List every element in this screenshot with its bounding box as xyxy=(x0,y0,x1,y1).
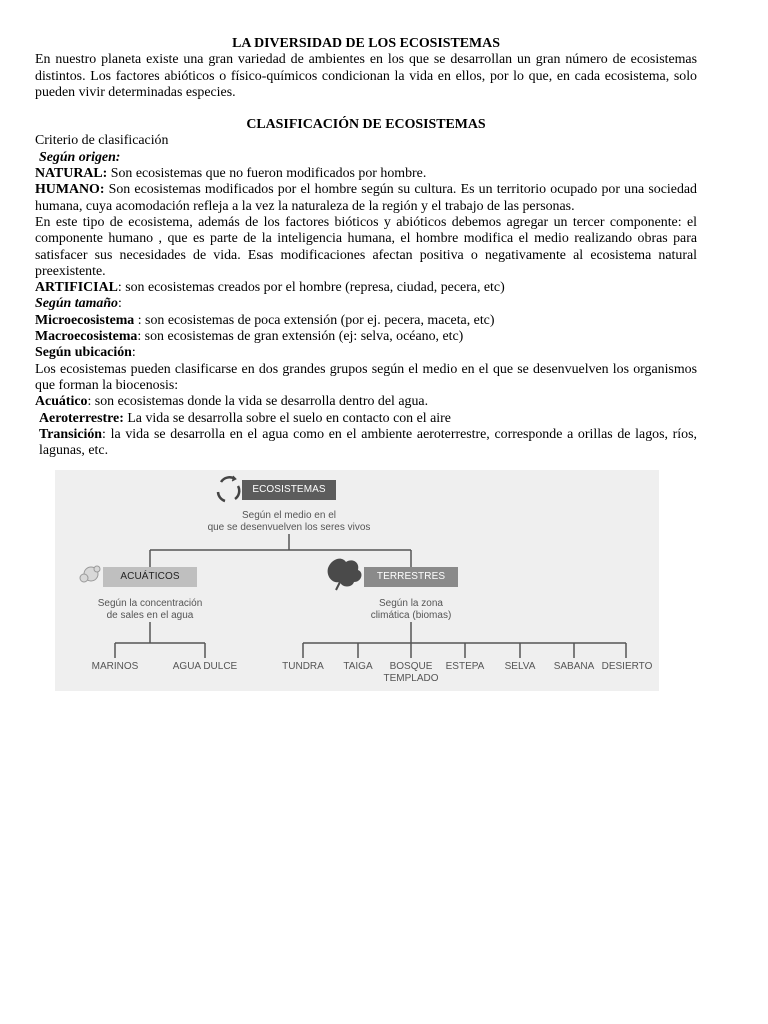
leaf-agua-dulce: AGUA DULCE xyxy=(172,661,238,672)
node-terrestres: TERRESTRES xyxy=(364,567,458,587)
artificial-line: ARTIFICIAL: son ecosistemas creados por el hombre (represa, ciudad, pecera, etc) xyxy=(35,280,505,296)
page-title: LA DIVERSIDAD DE LOS ECOSISTEMAS xyxy=(232,36,500,51)
recycle-icon xyxy=(218,476,239,501)
leaf-desierto: DESIERTO xyxy=(601,661,653,672)
leaf-marinos: MARINOS xyxy=(91,661,139,672)
natural-line: NATURAL: Son ecosistemas que no fueron modificados por hombre. xyxy=(35,166,427,182)
leaf-estepa: ESTEPA xyxy=(445,661,485,672)
transicion-paragraph: Transición: la vida se desarrolla en el agua como en el ambiente aeroterrestre, corresponde a orillas de lagos, ríos, lagunas, etc. xyxy=(39,426,697,459)
leaf-tundra: TUNDRA xyxy=(282,661,324,672)
humano-paragraph: HUMANO: Son ecosistemas modificados por el hombre según su cultura. Es un territorio ocupado por una sociedad humana, cuya acomodación refleja a la vez la naturaleza de la región y el trabajo de las personas. xyxy=(35,182,697,214)
leaf-taiga: TAIGA xyxy=(343,661,373,672)
humano-paragraph-2: En este tipo de ecosistema, además de los factores bióticos y abióticos debemos agregar un tercer componente: el componente humano , que es parte de la inteligencia humana, el hombre modifica el medio realizando obras para satisfacer sus necesidades de vida. Esas modificaciones afectan positiva o negativamente al ecosistema natural preexistente. xyxy=(35,214,697,279)
intro-paragraph: En nuestro planeta existe una gran variedad de ambientes en los que se desarrollan un gran número de ecosistemas distintos. Los factores abióticos o físico-químicos condicionan la vida en ellos, por lo que, en cada ecosistema, solo pueden vivir determinadas especies. xyxy=(35,52,697,100)
micro-line: Microecosistema : son ecosistemas de poca extensión (por ej. pecera, maceta, etc) xyxy=(35,312,495,328)
leaf-sabana: SABANA xyxy=(553,661,595,672)
node-ecosistemas: ECOSISTEMAS xyxy=(242,480,336,500)
right-note: Según la zona climática (biomas) xyxy=(370,598,452,621)
segun-tamano-heading: Según tamaño: xyxy=(35,296,122,312)
leaf-icon xyxy=(328,559,362,590)
criterio-label: Criterio de clasificación xyxy=(35,133,169,149)
segun-origen-heading: Según origen: xyxy=(39,149,121,165)
ecosystem-diagram xyxy=(55,470,659,691)
water-drop-icon xyxy=(80,566,100,582)
aero-line: Aeroterrestre: La vida se desarrolla sobre el suelo en contacto con el aire xyxy=(39,410,451,426)
section-title: CLASIFICACIÓN DE ECOSISTEMAS xyxy=(246,117,486,133)
leaf-selva: SELVA xyxy=(504,661,536,672)
node-acuaticos: ACUÁTICOS xyxy=(103,567,197,587)
document-body xyxy=(35,36,697,459)
macro-line: Macroecosistema: son ecosistemas de gran extensión (ej: selva, océano, etc) xyxy=(35,329,464,345)
root-note: Según el medio en el que se desenvuelven los seres vivos xyxy=(207,510,371,533)
segun-ubicacion-heading: Según ubicación: xyxy=(35,345,136,361)
leaf-bosque-templado: BOSQUE TEMPLADO xyxy=(383,661,439,684)
acuatico-line: Acuático: son ecosistemas donde la vida se desarrolla dentro del agua. xyxy=(35,394,429,410)
ubicacion-paragraph: Los ecosistemas pueden clasificarse en dos grandes grupos según el medio en el que se desenvuelven los organismos que forman la biocenosis: xyxy=(35,361,697,393)
left-note: Según la concentración de sales en el agua xyxy=(97,598,203,621)
